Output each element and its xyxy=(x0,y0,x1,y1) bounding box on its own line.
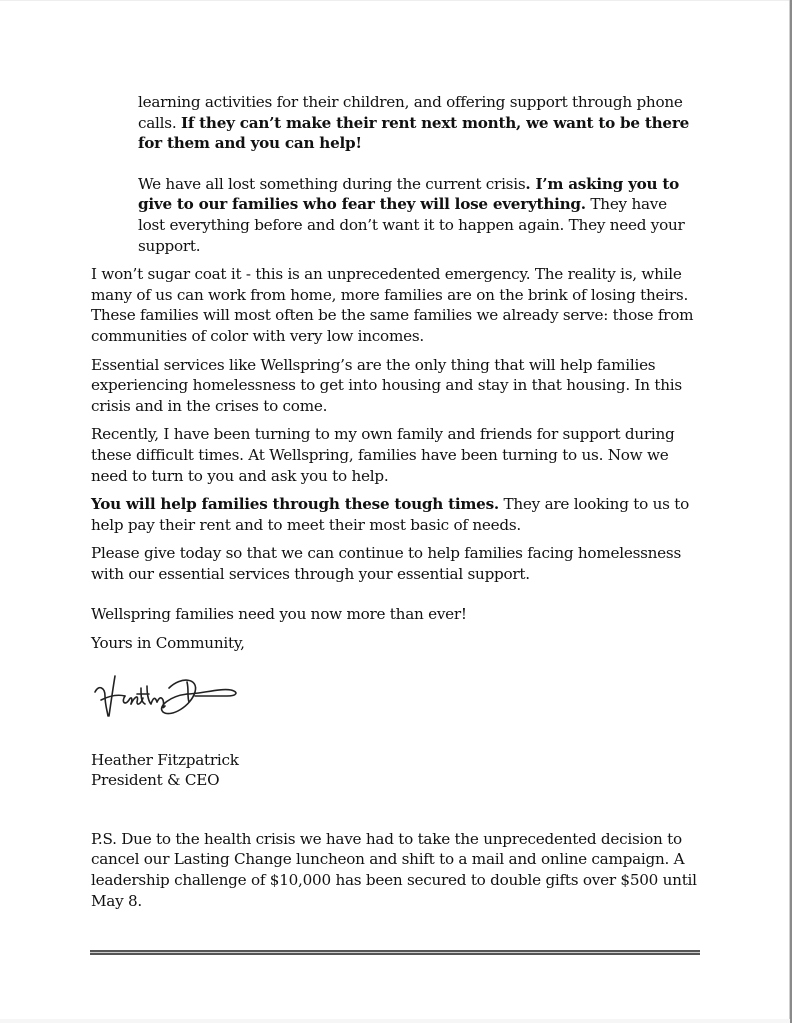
signature-graphic xyxy=(91,666,251,724)
signer-name: Heather Fitzpatrick xyxy=(91,750,239,769)
lost-bold-text: . I’m asking you to give to our families who fear they will lose everything. xyxy=(138,174,680,214)
paragraph-essential-services: Essential services like Wellspring’s are the only thing that will help families experiencing homelessness to get into housing and stay in that housing. In this crisis and in the crises to come. xyxy=(91,355,682,415)
letter-body xyxy=(91,92,701,911)
page-top-edge xyxy=(0,0,790,1)
continued-bold-text: If they can’t make their rent next month, we want to be there for them and you can help! xyxy=(138,113,689,153)
signer-block xyxy=(91,750,701,791)
continued-plain-text: learning activities for their children, and offering support through phone calls. xyxy=(138,93,683,132)
rule-line-bottom xyxy=(90,953,700,955)
paragraph-continued xyxy=(138,92,698,154)
paragraph-tough-times xyxy=(91,494,701,535)
closing-line: Wellspring families need you now more than ever! xyxy=(91,605,467,624)
paragraph-give-today: Please give today so that we can continue to help families facing homelessness with our essential services through your essential support. xyxy=(91,544,682,583)
tough-times-plain-text: They are looking to us to help pay their rent and to meet their most basic of needs. xyxy=(91,495,689,534)
lost-plain-text-2: They have lost everything before and don’t want it to happen again. They need your support. xyxy=(138,195,685,255)
lost-plain-text-1: We have all lost something during the current crisis xyxy=(138,174,526,193)
page-bottom-edge xyxy=(0,1019,790,1023)
paragraph-recently: Recently, I have been turning to my own family and friends for support during these difficult times. At Wellspring, families have been turning to us. Now we need to turn to you and ask you to help. xyxy=(91,425,675,485)
footer-double-rule xyxy=(90,950,700,955)
indented-section xyxy=(138,92,698,256)
paragraph-sugar-coat: I won’t sugar coat it - this is an unprecedented emergency. The reality is, while many of us can work from home, more families are on the brink of losing theirs. These families will most often be the same families we already serve: those from communities of color with very low incomes. xyxy=(91,265,694,345)
paragraph-lost-something xyxy=(138,174,698,256)
signer-title: President & CEO xyxy=(91,771,220,790)
postscript: P.S. Due to the health crisis we have had to take the unprecedented decision to cancel our Lasting Change luncheon and shift to a mail and online campaign. A leadership challenge of $10,000 has been secured to double gifts over $500 until May 8. xyxy=(91,829,697,910)
sign-off: Yours in Community, xyxy=(91,634,245,653)
tough-times-bold-text: You will help families through these tough times. xyxy=(91,495,499,514)
signature-icon xyxy=(91,666,251,724)
